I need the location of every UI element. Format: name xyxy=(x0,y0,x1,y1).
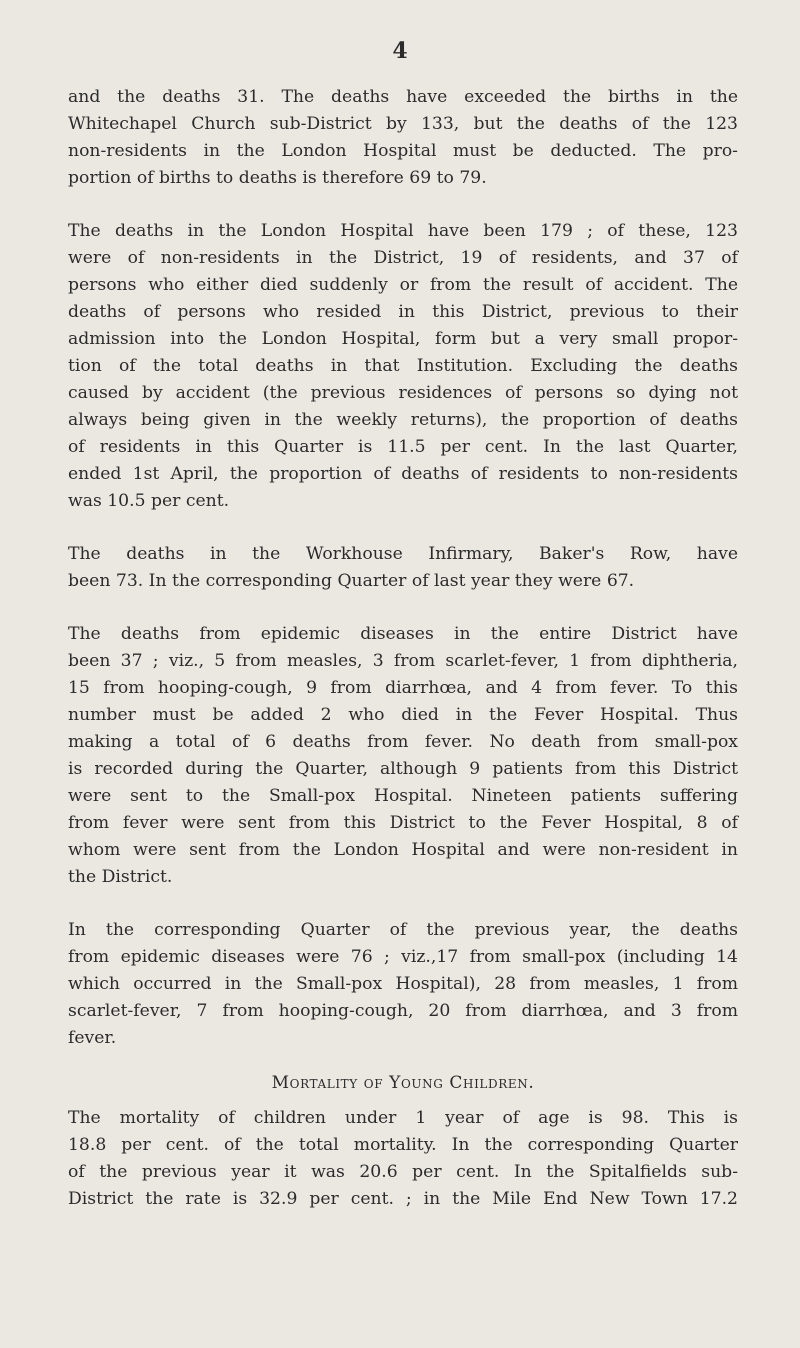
text-line: which occurred in the Small-pox Hospital), 28 from measles, 1 from xyxy=(68,974,738,994)
page-number: 4 xyxy=(392,38,408,64)
text-line: were of non-residents in the District, 19 of residents, and 37 of xyxy=(68,248,738,268)
text-line: from epidemic diseases were 76 ; viz.,17 from small-pox (including 14 xyxy=(68,947,738,967)
text-line: admission into the London Hospital, form but a very small propor- xyxy=(68,329,738,349)
document-body xyxy=(68,84,738,1239)
text-line: non-residents in the London Hospital must be deducted. The pro- xyxy=(68,141,738,161)
text-line: tion of the total deaths in that Institution. Excluding the deaths xyxy=(68,356,738,376)
text-line: The deaths from epidemic diseases in the entire District have xyxy=(68,624,738,644)
text-line: making a total of 6 deaths from fever. No death from small-pox xyxy=(68,732,738,752)
text-line: and the deaths 31. The deaths have exceeded the births in the xyxy=(68,87,738,107)
text-line: deaths of persons who resided in this District, previous to their xyxy=(68,302,738,322)
text-line: In the corresponding Quarter of the previous year, the deaths xyxy=(68,920,738,940)
paragraph-previous-year xyxy=(68,917,738,1052)
paragraph-london-hospital xyxy=(68,218,738,515)
text-line: The mortality of children under 1 year of age is 98. This is xyxy=(68,1108,738,1128)
text-line: from fever were sent from this District to the Fever Hospital, 8 of xyxy=(68,813,738,833)
paragraph-workhouse-infirmary xyxy=(68,541,738,595)
paragraph-young-children xyxy=(68,1105,738,1213)
text-line: The deaths in the Workhouse Infirmary, Baker's Row, have xyxy=(68,544,738,564)
text-line: is recorded during the Quarter, although 9 patients from this District xyxy=(68,759,738,779)
text-line: Whitechapel Church sub-District by 133, but the deaths of the 123 xyxy=(68,114,738,134)
paragraph-epidemic-diseases xyxy=(68,621,738,891)
text-line: been 73. In the corresponding Quarter of last year they were 67. xyxy=(68,571,635,591)
text-line: ended 1st April, the proportion of deaths of residents to non-residents xyxy=(68,464,738,484)
text-line: always being given in the weekly returns), the proportion of deaths xyxy=(68,410,738,430)
text-line: caused by accident (the previous residences of persons so dying not xyxy=(68,383,738,403)
text-line: number must be added 2 who died in the Fever Hospital. Thus xyxy=(68,705,738,725)
text-line: 18.8 per cent. of the total mortality. In the corresponding Quarter xyxy=(68,1135,738,1155)
text-line: The deaths in the London Hospital have been 179 ; of these, 123 xyxy=(68,221,738,241)
text-line: was 10.5 per cent. xyxy=(68,491,230,511)
text-line: portion of births to deaths is therefore 69 to 79. xyxy=(68,168,487,188)
text-line: scarlet-fever, 7 from hooping-cough, 20 from diarrhœa, and 3 from xyxy=(68,1001,738,1021)
text-line: District the rate is 32.9 per cent. ; in the Mile End New Town 17.2 xyxy=(68,1189,738,1209)
text-line: were sent to the Small-pox Hospital. Nineteen patients suffering xyxy=(68,786,738,806)
text-line: whom were sent from the London Hospital and were non-resident in xyxy=(68,840,738,860)
text-line: of the previous year it was 20.6 per cent. In the Spitalfields sub- xyxy=(68,1162,738,1182)
text-line: 15 from hooping-cough, 9 from diarrhœa, and 4 from fever. To this xyxy=(68,678,738,698)
text-line: persons who either died suddenly or from the result of accident. The xyxy=(68,275,738,295)
text-line: of residents in this Quarter is 11.5 per cent. In the last Quarter, xyxy=(68,437,738,457)
text-line: the District. xyxy=(68,867,173,887)
text-line: been 37 ; viz., 5 from measles, 3 from scarlet-fever, 1 from diphtheria, xyxy=(68,651,738,671)
text-line: fever. xyxy=(68,1028,117,1048)
paragraph-births-deaths xyxy=(68,84,738,192)
section-heading: Mortality of Young Children. xyxy=(271,1073,535,1093)
